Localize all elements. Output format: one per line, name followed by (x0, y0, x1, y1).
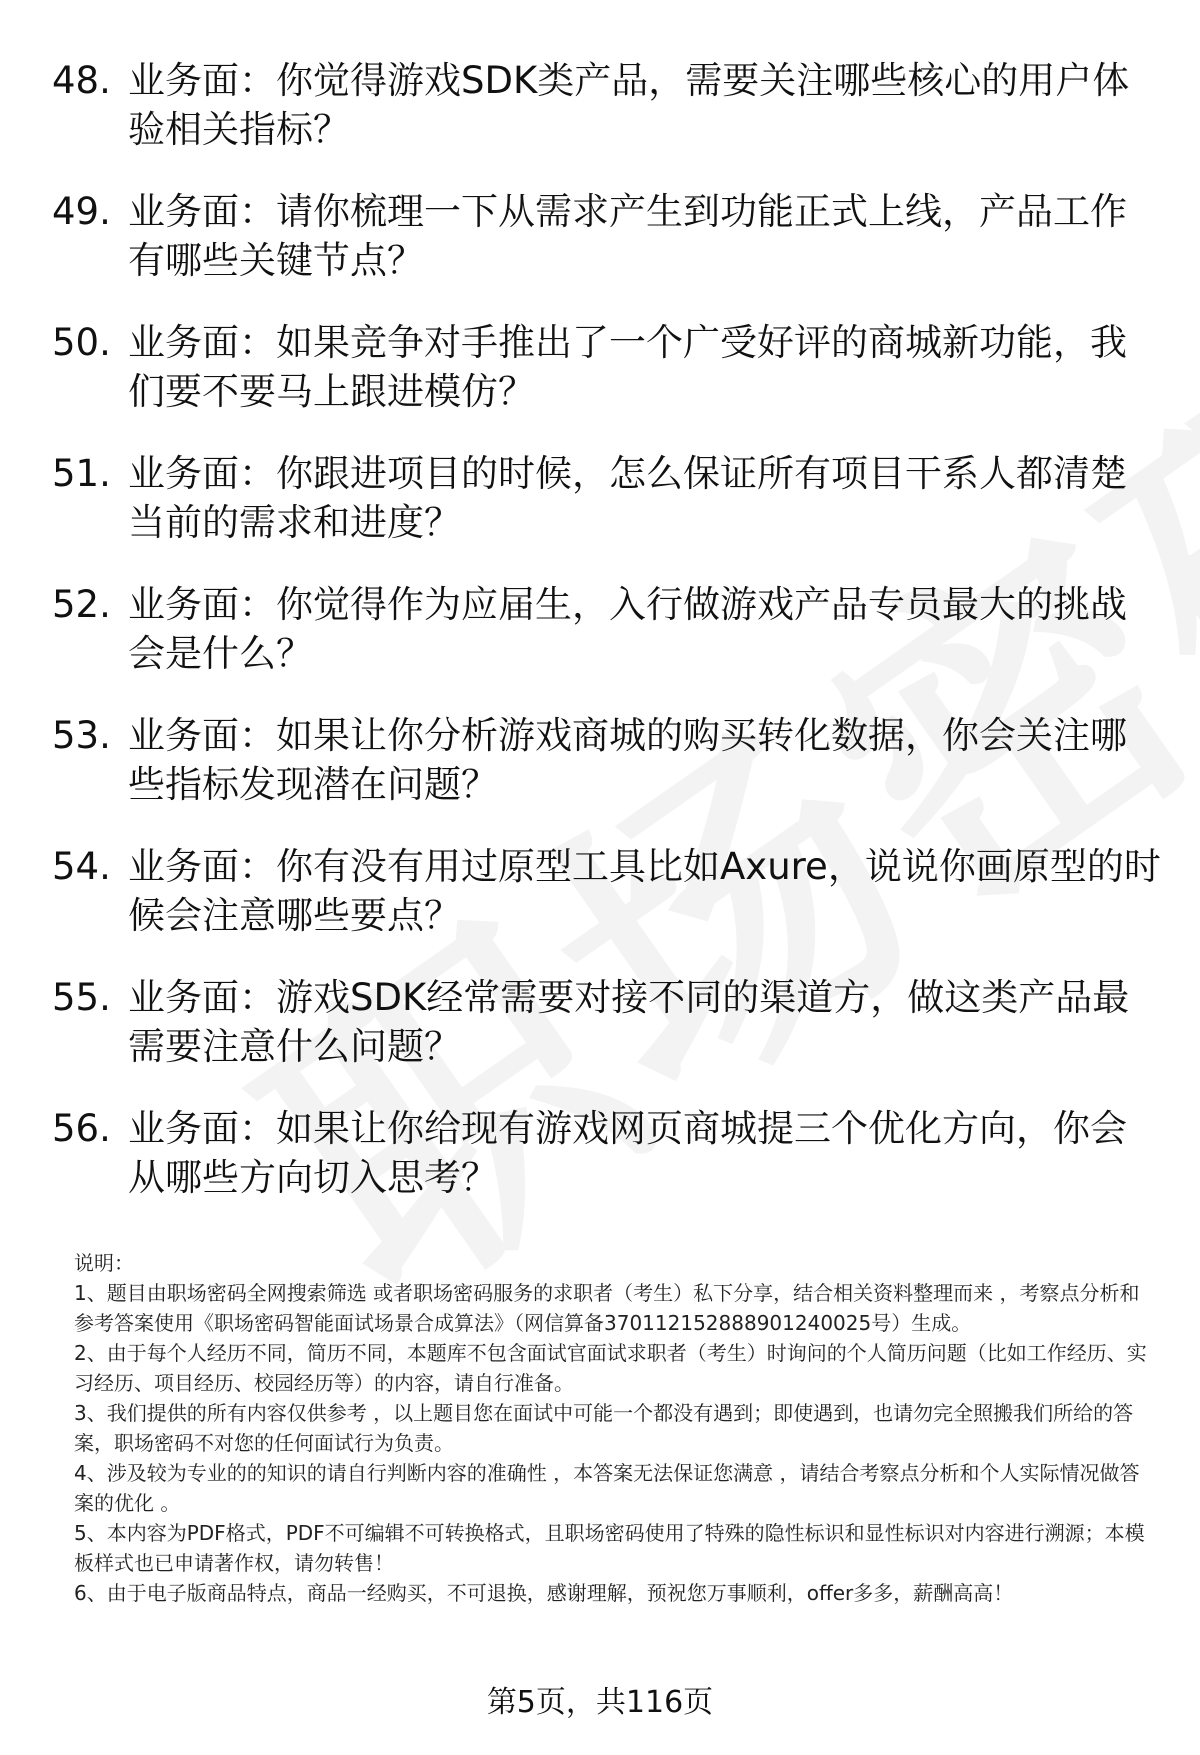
note-item: 3、我们提供的所有内容仅供参考 ，以上题目您在面试中可能一个都没有遇到；即使遇到，也请勿完全照搬我们所给的答案，职场密码不对您的任何面试行为负责。 (74, 1401, 1134, 1455)
question-category: 业务面： (128, 714, 276, 757)
question-list (52, 56, 1162, 1235)
question-item (52, 580, 1162, 678)
question-item (52, 449, 1162, 547)
question-body (128, 56, 1162, 154)
question-category: 业务面： (128, 321, 276, 364)
question-number: 54. (52, 845, 111, 888)
question-number: 51. (52, 452, 111, 495)
notes-heading: 说明： (74, 1251, 134, 1275)
question-category: 业务面： (128, 59, 276, 102)
question-text: 你觉得作为应届生，入行做游戏产品专员最大的挑战会是什么？ (128, 583, 1127, 675)
question-text: 请你梳理一下从需求产生到功能正式上线，产品工作有哪些关键节点？ (128, 190, 1127, 282)
question-category: 业务面： (128, 190, 276, 233)
question-text: 游戏SDK经常需要对接不同的渠道方，做这类产品最需要注意什么问题？ (128, 976, 1130, 1068)
question-body (128, 973, 1162, 1071)
question-item (52, 1104, 1162, 1202)
question-body (128, 1104, 1162, 1202)
question-text: 如果竞争对手推出了一个广受好评的商城新功能，我们要不要马上跟进模仿？ (128, 321, 1127, 413)
question-item (52, 842, 1162, 940)
question-item (52, 318, 1162, 416)
question-text: 如果让你分析游戏商城的购买转化数据，你会关注哪些指标发现潜在问题？ (128, 714, 1127, 806)
question-category: 业务面： (128, 452, 276, 495)
question-item (52, 187, 1162, 285)
note-item: 1、题目由职场密码全网搜索筛选 或者职场密码服务的求职者（考生）私下分享，结合相关资料整理而来 ，考察点分析和参考答案使用《职场密码智能面试场景合成算法》（网信算备370112152888901240025号）生成。 (74, 1281, 1140, 1335)
question-item (52, 711, 1162, 809)
question-category: 业务面： (128, 583, 276, 626)
note-item: 5、本内容为PDF格式，PDF不可编辑不可转换格式，且职场密码使用了特殊的隐性标识和显性标识对内容进行溯源；本模板样式也已申请著作权，请勿转售！ (74, 1521, 1145, 1575)
question-number: 52. (52, 583, 111, 626)
question-text: 你觉得游戏SDK类产品，需要关注哪些核心的用户体验相关指标？ (128, 59, 1130, 151)
question-text: 你跟进项目的时候，怎么保证所有项目干系人都清楚当前的需求和进度？ (128, 452, 1127, 544)
question-text: 如果让你给现有游戏网页商城提三个优化方向，你会从哪些方向切入思考？ (128, 1107, 1127, 1199)
question-number: 56. (52, 1107, 111, 1150)
notes-section (74, 1248, 1159, 1608)
note-item: 2、由于每个人经历不同，简历不同，本题库不包含面试官面试求职者（考生）时询问的个人简历问题（比如工作经历、实习经历、项目经历、校园经历等）的内容，请自行准备。 (74, 1341, 1147, 1395)
question-number: 55. (52, 976, 111, 1019)
question-item (52, 973, 1162, 1071)
question-number: 48. (52, 59, 111, 102)
question-item (52, 56, 1162, 154)
question-body (128, 842, 1162, 940)
question-body (128, 449, 1162, 547)
question-category: 业务面： (128, 976, 276, 1019)
question-category: 业务面： (128, 1107, 276, 1150)
question-number: 50. (52, 321, 111, 364)
note-item: 4、涉及较为专业的的知识的请自行判断内容的准确性 ，本答案无法保证您满意 ，请结合考察点分析和个人实际情况做答案的优化 。 (74, 1461, 1140, 1515)
question-body (128, 711, 1162, 809)
question-body (128, 318, 1162, 416)
question-body (128, 580, 1162, 678)
question-body (128, 187, 1162, 285)
note-item: 6、由于电子版商品特点，商品一经购买，不可退换，感谢理解，预祝您万事顺利，offer多多，薪酬高高！ (74, 1581, 1014, 1605)
question-number: 53. (52, 714, 111, 757)
question-number: 49. (52, 190, 111, 233)
question-text: 你有没有用过原型工具比如Axure，说说你画原型的时候会注意哪些要点？ (128, 845, 1161, 937)
question-category: 业务面： (128, 845, 276, 888)
page-number: 第5页，共116页 (486, 1685, 714, 1720)
